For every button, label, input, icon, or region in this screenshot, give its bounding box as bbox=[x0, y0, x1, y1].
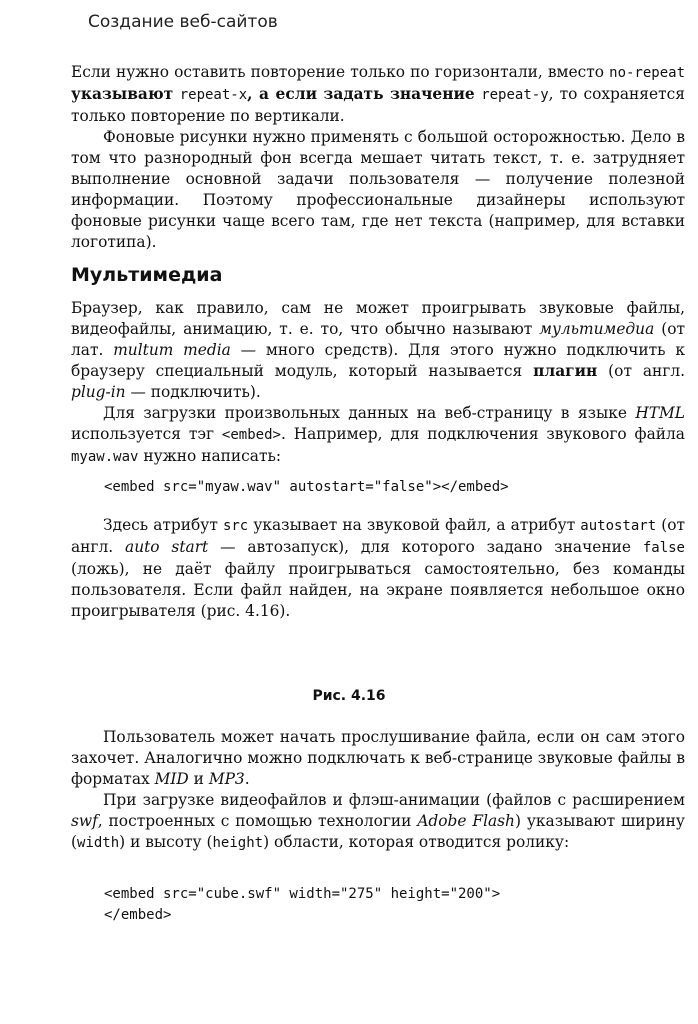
text-block-multimedia bbox=[71, 298, 685, 468]
code-repeat-x: repeat-x bbox=[179, 87, 248, 103]
running-head: Создание веб-сайтов bbox=[88, 12, 278, 32]
paragraph-flash: При загрузке видеофайлов и флэш-анимации (файлов с расширением swf, построенных с помощью технологии Adobe Flash) указывают ширину (width) и высоту (height) области, которая отводится ролику: bbox=[71, 791, 685, 851]
figure-caption: Рис. 4.16 bbox=[312, 688, 386, 704]
text-block-top bbox=[71, 62, 685, 253]
paragraph-repeat-values: Если нужно оставить повторение только по горизонтали, вместо no-repeat указывают repeat-x, а если задать значение repeat-y, то сохраняется только повторение по вертикали. bbox=[71, 63, 685, 125]
paragraph-autostart: Здесь атрибут src указывает на звуковой файл, а атрибут autostart (от англ. auto start — автозапуск), для которого задано значение false (ложь), не даёт файлу проигрываться самостоятельно, без команды пользователя. Если файл найден, на экране появляется небольшое окно проигрывателя (рис. 4.16). bbox=[71, 516, 685, 620]
figure-placeholder bbox=[71, 618, 685, 680]
section-heading: Мультимедиа bbox=[71, 264, 223, 286]
term-plugin: плагин bbox=[533, 362, 598, 380]
paragraph-plugin: Браузер, как правило, сам не может проигрывать звуковые файлы, видеофайлы, анимацию, т. е. то, что обычно называют мультимедиа (от лат. multum media — много средств). Для этого нужно подключить к браузеру специальный модуль, который называется плагин (от англ. plug-in — подключить). bbox=[71, 299, 685, 401]
text-block-bottom bbox=[71, 727, 685, 854]
code-embed-tag: <embed> bbox=[221, 427, 281, 443]
paragraph-embed-tag: Для загрузки произвольных данных на веб-страницу в языке HTML используется тэг <embed>. Например, для подключения звукового файла myaw.wav нужно написать: bbox=[71, 404, 685, 465]
code-filename: myaw.wav bbox=[71, 449, 139, 465]
code-repeat-y: repeat-y bbox=[481, 87, 549, 103]
paragraph-background-images: Фоновые рисунки нужно применять с большой осторожностью. Дело в том что разнородный фон всегда мешает читать текст, т. е. затрудняет выполнение основной задачи пользователя — получение полезной информации. Поэтому профессиональные дизайнеры используют фоновые рисунки чаще всего там, где нет текста (например, для вставки логотипа). bbox=[71, 128, 685, 251]
code-example-audio: <embed src="myaw.wav" autostart="false"></embed> bbox=[104, 479, 509, 495]
code-no-repeat: no-repeat bbox=[609, 65, 685, 81]
text-block-attributes bbox=[71, 515, 685, 622]
paragraph-formats: Пользователь может начать прослушивание файла, если он сам этого захочет. Аналогично можно подключать к веб-странице звуковые файлы в форматах MID и MP3. bbox=[71, 728, 685, 788]
code-example-video: <embed src="cube.swf" width="275" height="200"> </embed> bbox=[104, 886, 501, 923]
